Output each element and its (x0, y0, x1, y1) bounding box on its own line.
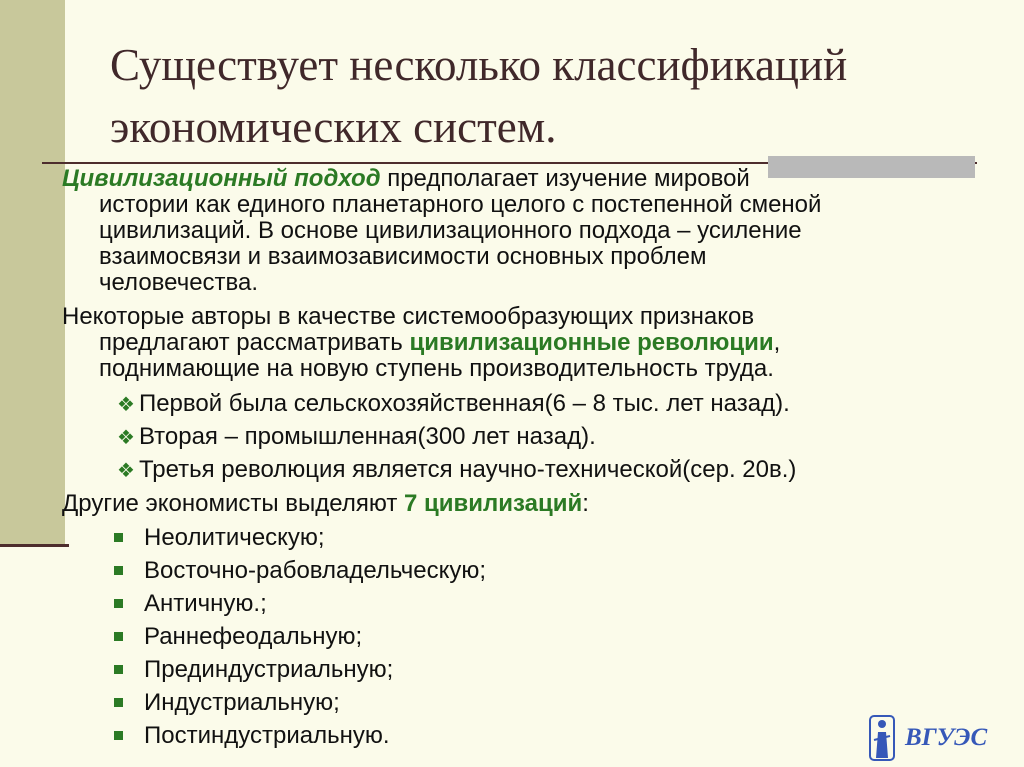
paragraph-line: цивилизаций. В основе цивилизационного подхода – усиление (99, 217, 802, 244)
term-civilizational-revolutions: цивилизационные революции (409, 329, 774, 356)
paragraph-line: поднимающие на новую ступень производительность труда. (99, 355, 774, 382)
paragraph-civilizational-approach: Цивилизационный подход предполагает изучение мировой истории как единого планетарного целого с постепенной сменой цивилизаций. В основе цивилизационного подхода – усиление взаимосвязи и взаимозависимости основных проблем человечества. (62, 166, 992, 296)
square-bullet-icon (114, 566, 123, 575)
paragraph-seven-civilizations: Другие экономисты выделяют 7 цивилизаций: (62, 490, 589, 517)
list-item: ❖ Третья революция является научно-технической(сер. 20в.) (117, 456, 797, 483)
square-bullet-icon (114, 599, 123, 608)
diamond-icon: ❖ (117, 460, 135, 482)
paragraph-line: истории как единого планетарного целого с постепенной сменой (99, 191, 822, 218)
left-decorative-bar (0, 0, 65, 547)
term-civilizational-approach: Цивилизационный подход (62, 165, 381, 192)
paragraph-line: взаимосвязи и взаимозависимости основных проблем (99, 243, 707, 270)
left-bar-divider (0, 544, 69, 547)
civilizations-list (62, 521, 992, 752)
diamond-icon: ❖ (117, 427, 135, 449)
logo-text: ВГУЭС (905, 724, 988, 751)
square-bullet-icon (114, 731, 123, 740)
list-item: Античную.; (114, 587, 992, 620)
square-bullet-icon (114, 632, 123, 641)
list-item: Восточно-рабовладельческую; (114, 554, 992, 587)
square-bullet-icon (114, 698, 123, 707)
list-item: ❖ Вторая – промышленная(300 лет назад). (117, 423, 596, 450)
list-item: Прединдустриальную; (114, 653, 992, 686)
paragraph-line: Некоторые авторы в качестве системообразующих признаков (62, 303, 755, 330)
term-seven-civilizations: 7 цивилизаций (403, 490, 583, 517)
paragraph-line: человечества. (99, 269, 259, 296)
list-item: Постиндустриальную. (114, 719, 992, 752)
list-item: Индустриальную; (114, 686, 992, 719)
square-bullet-icon (114, 665, 123, 674)
list-item: Раннефеодальную; (114, 620, 992, 653)
slide-title: Существует несколько классификаций экономических систем. (110, 40, 848, 152)
diamond-icon: ❖ (117, 394, 135, 416)
list-item: Неолитическую; (114, 521, 992, 554)
list-item: ❖ Первой была сельскохозяйственная(6 – 8 тыс. лет назад). (117, 390, 790, 417)
square-bullet-icon (114, 533, 123, 542)
paragraph-revolutions: Некоторые авторы в качестве системообразующих признаков предлагают рассматривать цивилизационные революции, поднимающие на новую ступень производительность труда. (62, 304, 992, 382)
slide-content (62, 166, 992, 752)
revolutions-list (62, 388, 992, 487)
